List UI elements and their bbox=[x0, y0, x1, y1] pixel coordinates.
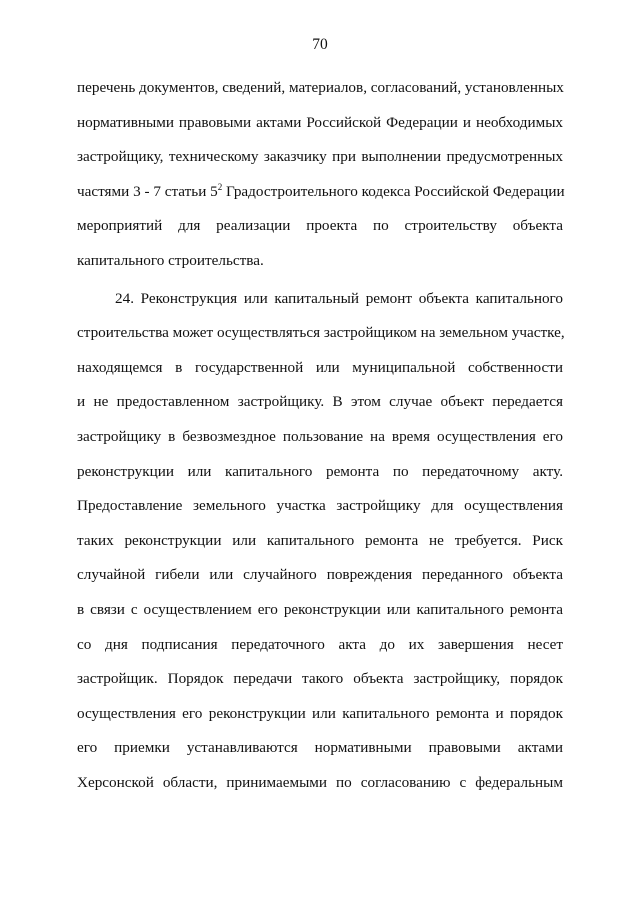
text-line: перечень документов, сведений, материалов, согласований, установленных bbox=[77, 79, 564, 96]
text-line bbox=[77, 175, 563, 210]
paragraph-2 bbox=[77, 282, 563, 801]
text-line: нормативными правовыми актами Российской Федерации и необходимых bbox=[77, 113, 563, 131]
text-line: случайной гибели или случайного повреждения переданного объекта bbox=[77, 566, 563, 584]
text-line: его приемки устанавливаются нормативными правовыми актами bbox=[77, 739, 563, 757]
text-line: находящемся в государственной или муниципальной собственности bbox=[77, 358, 563, 376]
text-line: и не предоставленном застройщику. В этом случае объект передается bbox=[77, 393, 563, 411]
text-line: осуществления его реконструкции или капитального ремонта и порядок bbox=[77, 704, 563, 722]
text-line: строительства может осуществляться застройщиком на земельном участке, bbox=[77, 324, 565, 342]
text-line: Предоставление земельного участка застройщику для осуществления bbox=[77, 497, 563, 515]
text-line: застройщику в безвозмездное пользование на время осуществления его bbox=[77, 427, 563, 445]
paragraph-1 bbox=[77, 71, 563, 279]
text-line: таких реконструкции или капитального ремонта не требуется. Риск bbox=[77, 531, 563, 549]
text-line: мероприятий для реализации проекта по строительству объекта bbox=[77, 217, 563, 235]
text-line: капитального строительства. bbox=[77, 251, 264, 269]
superscript: 2 bbox=[217, 181, 223, 192]
text-fragment: частями 3 - 7 статьи 5 bbox=[77, 182, 218, 200]
page-number: 70 bbox=[312, 36, 328, 53]
text-line: в связи с осуществлением его реконструкции или капитального ремонта bbox=[77, 600, 563, 618]
text-line: Херсонской области, принимаемыми по согласованию с федеральным bbox=[77, 773, 563, 791]
text-line: 24. Реконструкция или капитальный ремонт объекта капитального bbox=[115, 289, 563, 307]
text-fragment: Градостроительного кодекса Российской Федерации bbox=[222, 182, 565, 200]
text-line: реконструкции или капитального ремонта по передаточному акту. bbox=[77, 462, 563, 480]
text-line: застройщику, техническому заказчику при выполнении предусмотренных bbox=[77, 148, 563, 166]
text-line: застройщик. Порядок передачи такого объекта застройщику, порядок bbox=[77, 670, 563, 688]
text-line: со дня подписания передаточного акта до их завершения несет bbox=[77, 635, 563, 653]
document-body bbox=[77, 71, 563, 800]
